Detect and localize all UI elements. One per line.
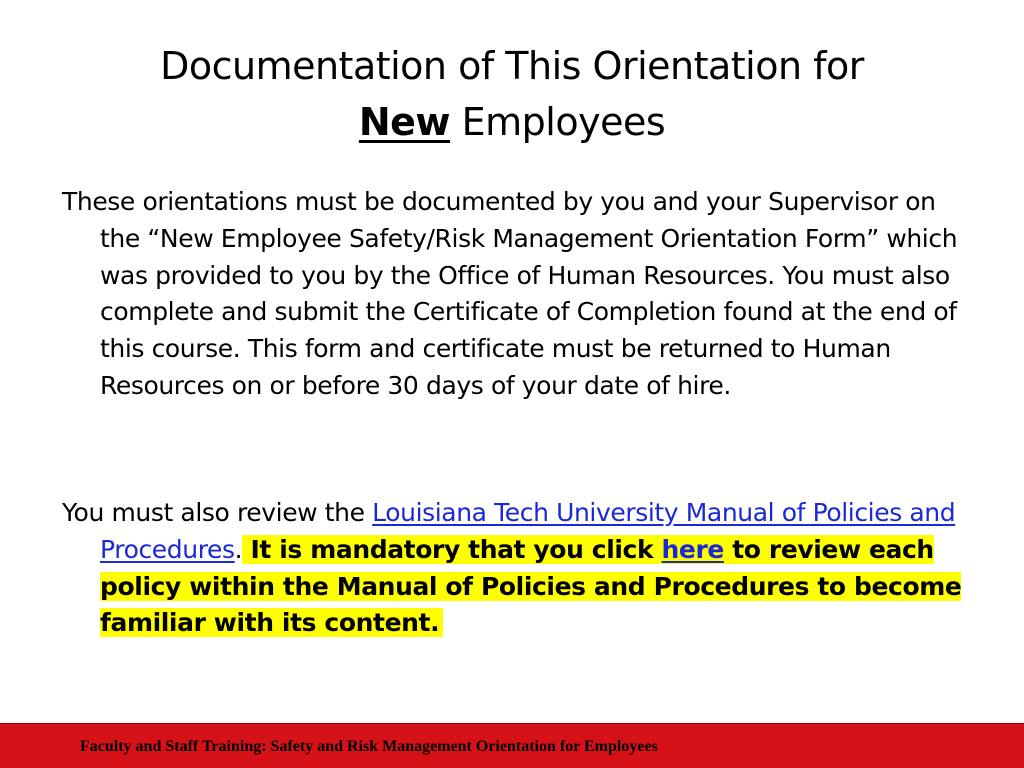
mandatory-text-before: It is mandatory that you click xyxy=(242,534,662,564)
manual-period: . xyxy=(234,534,243,564)
manual-intro-text: You must also review the xyxy=(62,498,373,527)
here-link[interactable]: here xyxy=(661,534,724,564)
slide-title xyxy=(60,38,964,150)
title-line-1: Documentation of This Orientation for xyxy=(160,44,864,88)
footer-text: Faculty and Staff Training: Safety and Risk Management Orientation for Employees xyxy=(80,738,658,755)
mandatory-text-after: to review each policy within the Manual of Policies and Procedures to become familiar with its content. xyxy=(100,534,962,638)
title-emphasis-new: New xyxy=(358,100,451,144)
manual-of-policies-link[interactable]: Louisiana Tech University Manual of Policies and Procedures xyxy=(100,498,956,564)
paragraph-documentation-text: These orientations must be documented by you and your Supervisor on the “New Employee Safety/Risk Management Orientation Form” which was provided to you by the Office of Human Resources. You must also complete and submit the Certificate of Completion found at the end of this course. This form and certificate must be returned to Human Resources on or before 30 days of your date of hire. xyxy=(62,187,958,400)
paragraph-documentation xyxy=(62,184,967,405)
title-rest: Employees xyxy=(450,100,666,144)
footer-bar xyxy=(0,723,1024,768)
paragraph-manual-review xyxy=(62,495,967,642)
paragraph-manual-review-text xyxy=(62,495,967,642)
